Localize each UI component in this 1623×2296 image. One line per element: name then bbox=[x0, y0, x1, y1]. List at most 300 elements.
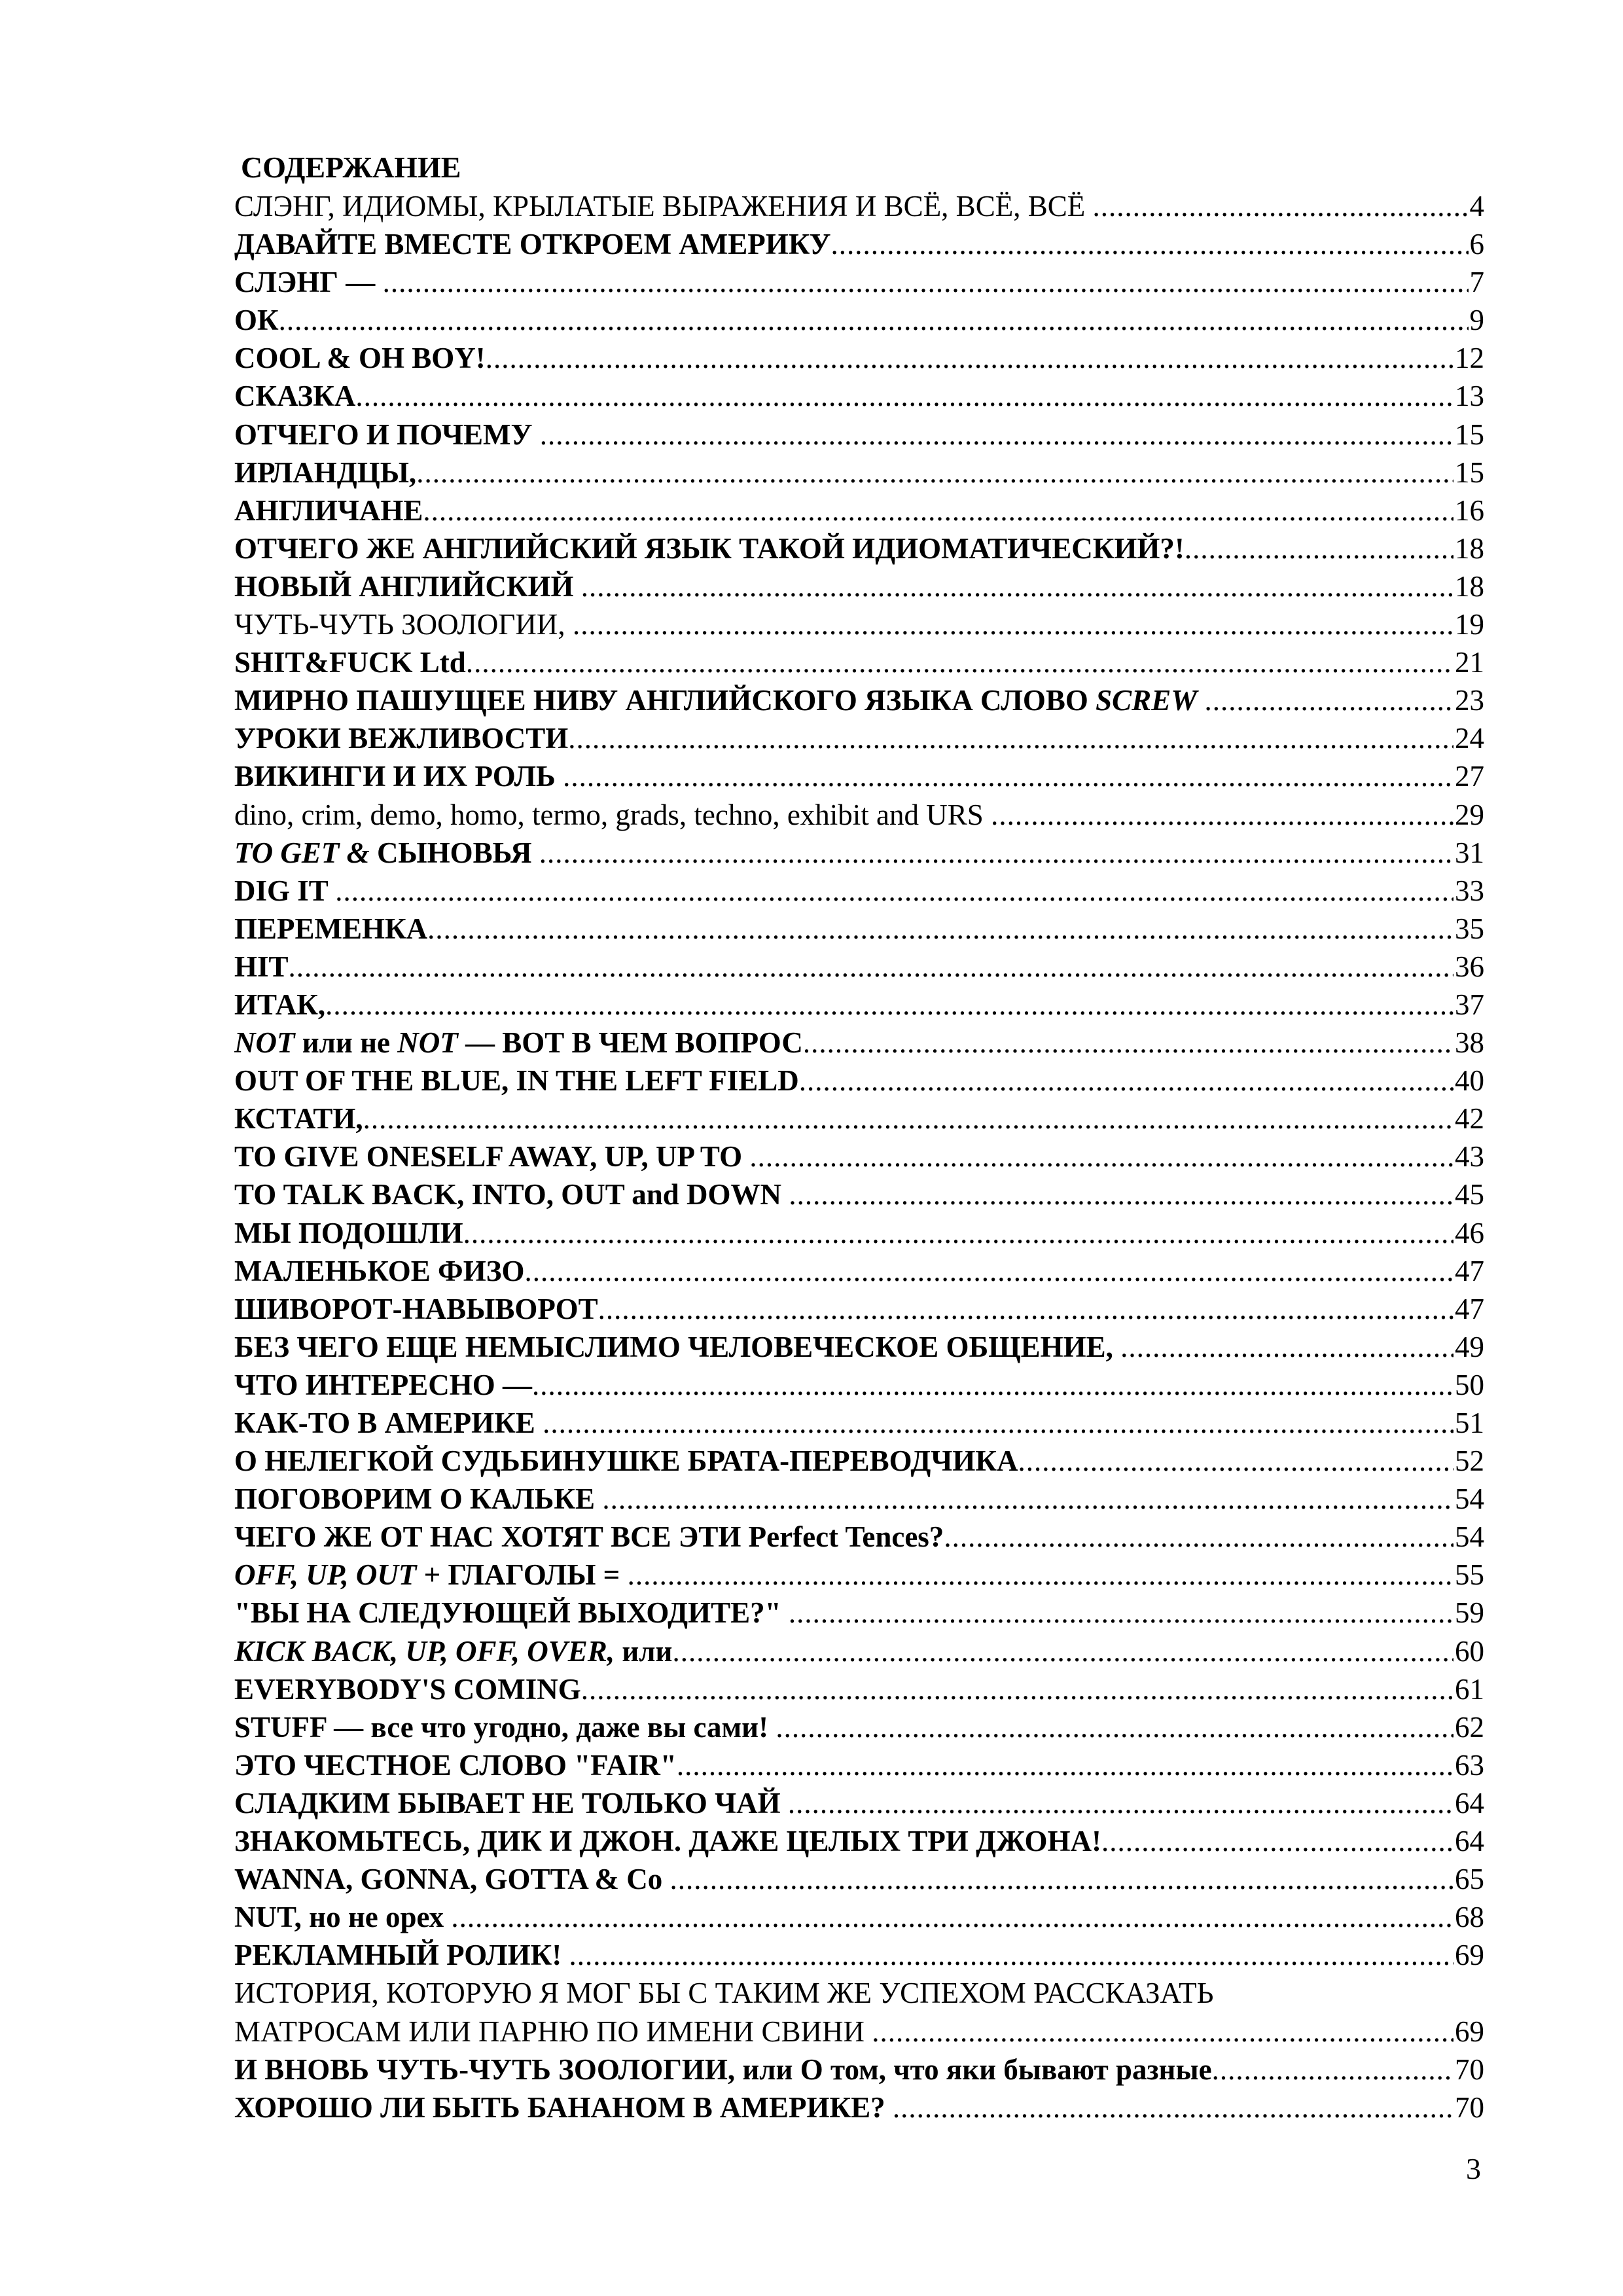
toc-page-number: 23 bbox=[1455, 684, 1484, 717]
toc-dot-leader bbox=[486, 339, 1454, 377]
toc-dot-leader bbox=[543, 1404, 1454, 1442]
toc-entry-title bbox=[234, 757, 563, 795]
toc-title-part: SHIT&FUCK Ltd bbox=[234, 646, 466, 679]
toc-title-part: МАТРОСАМ ИЛИ ПАРНЮ ПО ИМЕНИ СВИНИ bbox=[234, 2015, 872, 2048]
toc-line bbox=[234, 1480, 1484, 1518]
toc-entry-title bbox=[234, 1708, 776, 1746]
toc-dot-leader bbox=[1092, 187, 1468, 225]
toc-page-number: 45 bbox=[1455, 1178, 1484, 1211]
toc-line bbox=[234, 834, 1484, 872]
toc-line bbox=[234, 986, 1484, 1024]
toc-title-part: КСТАТИ, bbox=[234, 1102, 363, 1136]
toc-entry[interactable] bbox=[234, 225, 1484, 263]
toc-entry[interactable] bbox=[234, 1518, 1484, 1556]
toc-entry-title bbox=[234, 567, 581, 605]
toc-dot-leader bbox=[355, 377, 1454, 415]
toc-title-part: ОТЧЕГО И ПОЧЕМУ bbox=[234, 418, 540, 451]
toc-entry[interactable] bbox=[234, 1252, 1484, 1290]
toc-entry[interactable] bbox=[234, 416, 1484, 454]
toc-entry-title bbox=[234, 1252, 524, 1290]
toc-line bbox=[234, 225, 1484, 263]
toc-dot-leader bbox=[799, 1062, 1454, 1100]
toc-dot-leader bbox=[540, 416, 1454, 454]
toc-page-number: 9 bbox=[1469, 304, 1484, 337]
toc-page-number: 64 bbox=[1455, 1786, 1484, 1820]
toc-title-part: NUT, но не орех bbox=[234, 1901, 452, 1934]
toc-page-number: 27 bbox=[1455, 760, 1484, 793]
toc-entry-title bbox=[234, 1404, 543, 1442]
toc-line bbox=[234, 1898, 1484, 1936]
toc-entry[interactable] bbox=[234, 1290, 1484, 1328]
toc-entry-title bbox=[234, 1670, 581, 1708]
toc-dot-leader bbox=[451, 1898, 1454, 1936]
toc-page-number: 65 bbox=[1455, 1863, 1484, 1896]
toc-page-number: 51 bbox=[1455, 1407, 1484, 1439]
toc-dot-leader bbox=[568, 719, 1454, 757]
toc-page-number: 21 bbox=[1455, 646, 1484, 679]
toc-line bbox=[234, 1024, 1484, 1062]
toc-page-number: 33 bbox=[1455, 874, 1484, 907]
toc-title-part: СЛЭНГ, ИДИОМЫ, КРЫЛАТЫЕ ВЫРАЖЕНИЯ И ВСЁ, ВСЁ, ВСЁ bbox=[234, 190, 1093, 223]
toc-dot-leader bbox=[944, 1518, 1454, 1556]
toc-page-number: 4 bbox=[1469, 190, 1484, 223]
toc-title-part: OUT OF THE BLUE, IN THE LEFT FIELD bbox=[234, 1064, 799, 1098]
toc-line bbox=[234, 681, 1484, 719]
toc-entry-title bbox=[234, 2089, 893, 2126]
toc-entry[interactable] bbox=[234, 1175, 1484, 1213]
toc-dot-leader bbox=[573, 605, 1454, 643]
toc-line bbox=[234, 1404, 1484, 1442]
toc-title-italic-part: NOT bbox=[397, 1026, 458, 1060]
toc-entry[interactable] bbox=[234, 1328, 1484, 1366]
toc-entry[interactable] bbox=[234, 1442, 1484, 1480]
toc-entry-title bbox=[234, 416, 540, 454]
toc-entry[interactable] bbox=[234, 1062, 1484, 1100]
toc-entry-title bbox=[234, 719, 568, 757]
toc-line bbox=[234, 1214, 1484, 1252]
toc-page-number: 69 bbox=[1455, 1939, 1484, 1972]
toc-entry[interactable] bbox=[234, 719, 1484, 757]
toc-entry[interactable] bbox=[234, 1632, 1484, 1670]
toc-title-part: dino, crim, demo, homo, termo, grads, techno, exhibit and URS bbox=[234, 798, 991, 831]
toc-page-number: 68 bbox=[1455, 1901, 1484, 1934]
toc-title-part: БЕЗ ЧЕГО ЕЩЕ НЕМЫСЛИМО ЧЕЛОВЕЧЕСКОЕ ОБЩЕНИЕ, bbox=[234, 1330, 1121, 1363]
toc-dot-leader bbox=[1212, 2051, 1454, 2089]
toc-entry-title bbox=[234, 643, 466, 681]
toc-title-part: COOL & OH BOY! bbox=[234, 342, 486, 375]
toc-entry-title bbox=[234, 1138, 749, 1175]
toc-entry[interactable] bbox=[234, 605, 1484, 643]
toc-entry-title bbox=[234, 1860, 669, 1898]
toc-title-part: + ГЛАГОЛЫ = bbox=[416, 1558, 628, 1592]
toc-entry-title bbox=[234, 1100, 363, 1138]
toc-line bbox=[234, 263, 1484, 301]
toc-page-number: 15 bbox=[1455, 418, 1484, 451]
toc-entry-title bbox=[234, 1214, 463, 1252]
toc-dot-leader bbox=[598, 1290, 1454, 1328]
toc-title-part: или bbox=[615, 1634, 673, 1668]
toc-entry[interactable] bbox=[234, 1784, 1484, 1822]
toc-title-part: ЧЕГО ЖЕ ОТ НАС ХОТЯТ ВСЕ ЭТИ Perfect Tences? bbox=[234, 1520, 944, 1554]
toc-entry-title bbox=[234, 377, 355, 415]
toc-title: СОДЕРЖАНИЕ bbox=[241, 151, 461, 184]
toc-entry[interactable] bbox=[234, 1746, 1484, 1784]
toc-dot-leader bbox=[524, 1252, 1454, 1290]
toc-entry[interactable] bbox=[234, 948, 1484, 986]
toc-dot-leader bbox=[672, 1632, 1454, 1670]
toc-dot-leader bbox=[427, 910, 1454, 948]
toc-line bbox=[234, 1784, 1484, 1822]
toc-entry-title bbox=[234, 796, 991, 834]
toc-dot-leader bbox=[466, 643, 1454, 681]
toc-entry-title bbox=[234, 1024, 803, 1062]
toc-page-number: 70 bbox=[1455, 2090, 1484, 2124]
toc-dot-leader bbox=[669, 1860, 1454, 1898]
toc-page-number: 40 bbox=[1455, 1064, 1484, 1098]
toc-page-number: 54 bbox=[1455, 1520, 1484, 1554]
toc-title-italic-part: SCREW bbox=[1096, 684, 1198, 717]
toc-entry[interactable] bbox=[234, 2051, 1484, 2089]
toc-dot-leader bbox=[1204, 681, 1454, 719]
toc-title-part: ВИКИНГИ И ИХ РОЛЬ bbox=[234, 760, 563, 793]
toc-line bbox=[234, 1366, 1484, 1404]
toc-dot-leader bbox=[749, 1138, 1454, 1175]
toc-entry[interactable] bbox=[234, 1860, 1484, 1898]
toc-dot-leader bbox=[289, 948, 1454, 986]
toc-title-part: ХОРОШО ЛИ БЫТЬ БАНАНОМ В АМЕРИКЕ? bbox=[234, 2090, 893, 2124]
toc-dot-leader bbox=[1120, 1328, 1454, 1366]
toc-title-part: РЕКЛАМНЫЙ РОЛИК! bbox=[234, 1939, 569, 1972]
toc-line bbox=[234, 872, 1484, 910]
toc-page-number: 50 bbox=[1455, 1368, 1484, 1401]
toc-title-part: СКАЗКА bbox=[234, 380, 356, 413]
toc-page-number: 46 bbox=[1455, 1216, 1484, 1249]
toc-dot-leader bbox=[539, 834, 1454, 872]
toc-title-part: КАК-ТО В АМЕРИКЕ bbox=[234, 1407, 543, 1439]
toc-dot-leader bbox=[789, 1594, 1454, 1632]
toc-line bbox=[234, 719, 1484, 757]
toc-line bbox=[234, 1670, 1484, 1708]
toc-title-part: О НЕЛЕГКОЙ СУДЬБИНУШКЕ БРАТА-ПЕРЕВОДЧИКА bbox=[234, 1444, 1018, 1478]
toc-title-part: МЫ ПОДОШЛИ bbox=[234, 1216, 463, 1249]
toc-entry-title bbox=[234, 1936, 569, 1974]
toc-page-number: 43 bbox=[1455, 1140, 1484, 1174]
toc-entry[interactable] bbox=[234, 1974, 1484, 2050]
toc-page-number: 62 bbox=[1455, 1710, 1484, 1744]
toc-page-number: 55 bbox=[1455, 1558, 1484, 1592]
toc-title-part: WANNA, GONNA, GOTTA & Co bbox=[234, 1863, 670, 1896]
toc-entry[interactable] bbox=[234, 986, 1484, 1024]
toc-entry-title bbox=[234, 1822, 1101, 1860]
toc-entry[interactable] bbox=[234, 1936, 1484, 1974]
toc-line bbox=[234, 567, 1484, 605]
toc-entry[interactable] bbox=[234, 1138, 1484, 1175]
toc-title-part: СЫНОВЬЯ bbox=[376, 836, 539, 869]
toc-entry-title bbox=[234, 529, 1185, 567]
toc-title-part: УРОКИ ВЕЖЛИВОСТИ bbox=[234, 722, 569, 755]
toc-line bbox=[234, 1252, 1484, 1290]
toc-entry-title bbox=[234, 986, 325, 1024]
toc-entry[interactable] bbox=[234, 796, 1484, 834]
toc-entry-title bbox=[234, 1556, 628, 1594]
toc-title-part: TO TALK BACK, INTO, OUT and DOWN bbox=[234, 1178, 789, 1211]
toc-page-number: 49 bbox=[1455, 1330, 1484, 1363]
toc-title-part: DIG IT bbox=[234, 874, 336, 907]
toc-line bbox=[234, 1746, 1484, 1784]
toc-dot-leader bbox=[423, 492, 1454, 529]
toc-dot-leader bbox=[1018, 1442, 1454, 1480]
toc-entry[interactable] bbox=[234, 1024, 1484, 1062]
toc-line bbox=[234, 529, 1484, 567]
toc-title-italic-part: OFF, UP, OUT bbox=[234, 1558, 417, 1592]
toc-entry[interactable] bbox=[234, 872, 1484, 910]
toc-entry-title bbox=[234, 1175, 789, 1213]
toc-title-italic-part: KICK BACK, UP, OFF, OVER, bbox=[234, 1634, 615, 1668]
toc-page-number: 47 bbox=[1455, 1254, 1484, 1287]
toc-line bbox=[234, 1594, 1484, 1632]
toc-page-number: 37 bbox=[1455, 988, 1484, 1021]
toc-title-part: И ВНОВЬ ЧУТЬ-ЧУТЬ ЗООЛОГИИ, или О том, что яки бывают разные bbox=[234, 2053, 1212, 2086]
toc-title-part: МИРНО ПАШУЩЕЕ НИВУ АНГЛИЙСКОГО ЯЗЫКА СЛОВО bbox=[234, 684, 1096, 717]
toc-entry[interactable] bbox=[234, 263, 1484, 301]
toc-entry[interactable] bbox=[234, 643, 1484, 681]
toc-dot-leader bbox=[325, 986, 1454, 1024]
toc-entry-title bbox=[234, 1746, 677, 1784]
toc-page-number: 16 bbox=[1455, 493, 1484, 527]
toc-entry-title bbox=[234, 605, 573, 643]
toc-entry-title bbox=[234, 1442, 1018, 1480]
toc-line bbox=[234, 948, 1484, 986]
toc-entry[interactable] bbox=[234, 1214, 1484, 1252]
toc-dot-leader bbox=[1101, 1822, 1454, 1860]
toc-page-number: 19 bbox=[1455, 608, 1484, 641]
toc-dot-leader bbox=[581, 567, 1454, 605]
toc-page-number: 54 bbox=[1455, 1482, 1484, 1516]
toc-dot-leader bbox=[416, 454, 1454, 492]
toc-entry[interactable] bbox=[234, 1898, 1484, 1936]
toc-line bbox=[234, 1860, 1484, 1898]
toc-title-part: "ВЫ НА СЛЕДУЮЩЕЙ ВЫХОДИТЕ?" bbox=[234, 1596, 789, 1630]
toc-entry-title bbox=[234, 492, 423, 529]
toc-line bbox=[234, 1175, 1484, 1213]
toc-page-number: 52 bbox=[1455, 1444, 1484, 1478]
toc-entry[interactable] bbox=[234, 301, 1484, 339]
toc-entry[interactable] bbox=[234, 1366, 1484, 1404]
toc-dot-leader bbox=[789, 1175, 1454, 1213]
toc-page-number: 59 bbox=[1455, 1596, 1484, 1630]
toc-entry-title bbox=[234, 187, 1092, 225]
toc-line bbox=[234, 377, 1484, 415]
toc-entry[interactable] bbox=[234, 377, 1484, 415]
page-number: 3 bbox=[1466, 2152, 1481, 2185]
toc-line bbox=[234, 2013, 1484, 2051]
toc-dot-leader bbox=[628, 1556, 1454, 1594]
toc-dot-leader bbox=[831, 225, 1469, 263]
toc-entry[interactable] bbox=[234, 492, 1484, 529]
toc-line bbox=[234, 1290, 1484, 1328]
toc-entry[interactable] bbox=[234, 1670, 1484, 1708]
toc-entry-title bbox=[234, 1898, 451, 1936]
toc-dot-leader bbox=[602, 1480, 1454, 1518]
toc-title-part: ИТАК, bbox=[234, 988, 326, 1021]
toc-line bbox=[234, 492, 1484, 529]
toc-entry[interactable] bbox=[234, 1594, 1484, 1632]
toc-page-number: 69 bbox=[1455, 2015, 1484, 2048]
toc-page-number: 31 bbox=[1455, 836, 1484, 869]
toc-entry-title-first-line: ИСТОРИЯ, КОТОРУЮ Я МОГ БЫ С ТАКИМ ЖЕ УСПЕХОМ РАССКАЗАТЬ bbox=[234, 1977, 1214, 2010]
toc-entry-title bbox=[234, 948, 289, 986]
toc-dot-leader bbox=[383, 263, 1469, 301]
toc-dot-leader bbox=[776, 1708, 1454, 1746]
toc-entry-title bbox=[234, 834, 539, 872]
toc-title-part: ПОГОВОРИМ О КАЛЬКЕ bbox=[234, 1482, 603, 1516]
toc-entry-title bbox=[234, 1328, 1120, 1366]
toc-page-number: 12 bbox=[1455, 342, 1484, 375]
toc-page-number: 63 bbox=[1455, 1748, 1484, 1782]
toc-entry-title bbox=[234, 1480, 602, 1518]
toc-title-part bbox=[1197, 684, 1204, 717]
toc-page-number: 18 bbox=[1455, 569, 1484, 603]
toc-entry[interactable] bbox=[234, 1404, 1484, 1442]
toc-entry-title bbox=[234, 454, 416, 492]
toc-dot-leader bbox=[279, 301, 1469, 339]
toc-entry[interactable] bbox=[234, 1100, 1484, 1138]
toc-entry-title bbox=[234, 1632, 672, 1670]
toc-page-number: 35 bbox=[1455, 912, 1484, 945]
toc-line bbox=[234, 1556, 1484, 1594]
toc-line bbox=[234, 2051, 1484, 2089]
toc-page-number: 70 bbox=[1455, 2053, 1484, 2086]
toc-title-part: ОК bbox=[234, 304, 279, 337]
toc-line bbox=[234, 2089, 1484, 2126]
toc-title-italic-part: NOT bbox=[234, 1026, 295, 1060]
toc-title-part: ЧТО ИНТЕРЕСНО — bbox=[234, 1368, 532, 1401]
toc-page-number: 36 bbox=[1455, 950, 1484, 983]
toc-dot-leader bbox=[581, 1670, 1454, 1708]
toc-entry-title bbox=[234, 1290, 598, 1328]
toc-title-part: ДАВАЙТЕ ВМЕСТЕ ОТКРОЕМ АМЕРИКУ bbox=[234, 228, 831, 261]
toc-entry[interactable] bbox=[234, 187, 1484, 225]
toc-title-part: ЗНАКОМЬТЕСЬ, ДИК И ДЖОН. ДАЖЕ ЦЕЛЫХ ТРИ ДЖОНА! bbox=[234, 1825, 1101, 1858]
toc-title-part: STUFF — все что угодно, даже вы сами! bbox=[234, 1710, 776, 1744]
toc-line bbox=[234, 1936, 1484, 1974]
toc-title-part: СЛЭНГ — bbox=[234, 266, 383, 299]
toc-entry[interactable] bbox=[234, 529, 1484, 567]
toc-dot-leader bbox=[872, 2013, 1454, 2051]
toc-line bbox=[234, 454, 1484, 492]
toc-page-number: 6 bbox=[1469, 228, 1484, 261]
toc-entry[interactable] bbox=[234, 2089, 1484, 2126]
toc-dot-leader bbox=[363, 1100, 1454, 1138]
toc-line bbox=[234, 1632, 1484, 1670]
toc-page-number: 47 bbox=[1455, 1292, 1484, 1325]
toc-dot-leader bbox=[1185, 529, 1454, 567]
toc-page-number: 61 bbox=[1455, 1672, 1484, 1706]
toc-entry[interactable] bbox=[234, 454, 1484, 492]
toc-dot-leader bbox=[463, 1214, 1454, 1252]
toc-title-part: АНГЛИЧАНЕ bbox=[234, 493, 423, 527]
toc-entry[interactable] bbox=[234, 757, 1484, 795]
toc-entry[interactable] bbox=[234, 681, 1484, 719]
toc-line bbox=[234, 416, 1484, 454]
toc-entry[interactable] bbox=[234, 1556, 1484, 1594]
toc-entry[interactable] bbox=[234, 910, 1484, 948]
toc-entry-title bbox=[234, 681, 1204, 719]
toc-page-number: 42 bbox=[1455, 1102, 1484, 1136]
toc-title-italic-part: TO GET & bbox=[234, 836, 377, 869]
toc-title-part: ЭТО ЧЕСТНОЕ СЛОВО "FAIR" bbox=[234, 1748, 677, 1782]
toc-line bbox=[234, 910, 1484, 948]
toc-line bbox=[234, 643, 1484, 681]
toc-page-number: 64 bbox=[1455, 1825, 1484, 1858]
toc-entry[interactable] bbox=[234, 834, 1484, 872]
toc-line bbox=[234, 757, 1484, 795]
toc-dot-leader bbox=[335, 872, 1454, 910]
toc-line bbox=[234, 796, 1484, 834]
toc-dot-leader bbox=[677, 1746, 1454, 1784]
toc-entry[interactable] bbox=[234, 1480, 1484, 1518]
toc-entry-title bbox=[234, 1518, 944, 1556]
toc-entry-title bbox=[234, 910, 427, 948]
toc-title-part: — ВОТ В ЧЕМ ВОПРОС bbox=[457, 1026, 803, 1060]
toc-page-number: 38 bbox=[1455, 1026, 1484, 1060]
toc-entry[interactable] bbox=[234, 1822, 1484, 1860]
toc-line bbox=[234, 1708, 1484, 1746]
toc-entry-title bbox=[234, 1366, 532, 1404]
toc-dot-leader bbox=[569, 1936, 1454, 1974]
toc-title-part: СЛАДКИМ БЫВАЕТ НЕ ТОЛЬКО ЧАЙ bbox=[234, 1786, 788, 1820]
toc-page-number: 29 bbox=[1455, 798, 1484, 831]
toc-line bbox=[234, 1328, 1484, 1366]
toc-dot-leader bbox=[893, 2089, 1454, 2126]
toc-dot-leader bbox=[991, 796, 1454, 834]
toc-entry-title bbox=[234, 301, 279, 339]
toc-page-number: 7 bbox=[1469, 266, 1484, 299]
toc-list bbox=[234, 187, 1484, 2126]
toc-entry-title bbox=[234, 1594, 789, 1632]
toc-line bbox=[234, 1518, 1484, 1556]
toc-title-part: ПЕРЕМЕНКА bbox=[234, 912, 428, 945]
toc-title-part: ШИВОРОТ-НАВЫВОРОТ bbox=[234, 1292, 598, 1325]
toc-line bbox=[234, 605, 1484, 643]
toc-entry[interactable] bbox=[234, 567, 1484, 605]
toc-entry[interactable] bbox=[234, 339, 1484, 377]
toc-dot-leader bbox=[803, 1024, 1454, 1062]
toc-line bbox=[234, 301, 1484, 339]
toc-entry-title bbox=[234, 872, 335, 910]
toc-entry-title bbox=[234, 263, 383, 301]
toc-title-part: ЧУТЬ-ЧУТЬ ЗООЛОГИИ, bbox=[234, 608, 573, 641]
toc-page-number: 13 bbox=[1455, 380, 1484, 413]
toc-line bbox=[234, 1100, 1484, 1138]
toc-page-number: 60 bbox=[1455, 1634, 1484, 1668]
toc-page-number: 18 bbox=[1455, 531, 1484, 565]
toc-title-part: или не bbox=[294, 1026, 398, 1060]
toc-entry-title bbox=[234, 2013, 872, 2051]
toc-entry-title bbox=[234, 339, 486, 377]
toc-line bbox=[234, 1442, 1484, 1480]
toc-title-part: TO GIVE ONESELF AWAY, UP, UP TO bbox=[234, 1140, 750, 1174]
toc-line bbox=[234, 1062, 1484, 1100]
toc-title-part: НОВЫЙ АНГЛИЙСКИЙ bbox=[234, 569, 581, 603]
toc-page-number: 15 bbox=[1455, 456, 1484, 489]
toc-entry-title bbox=[234, 225, 831, 263]
toc-dot-leader bbox=[788, 1784, 1454, 1822]
toc-line bbox=[234, 1822, 1484, 1860]
toc-entry-title bbox=[234, 2051, 1212, 2089]
toc-page-number: 24 bbox=[1455, 722, 1484, 755]
toc-entry[interactable] bbox=[234, 1708, 1484, 1746]
